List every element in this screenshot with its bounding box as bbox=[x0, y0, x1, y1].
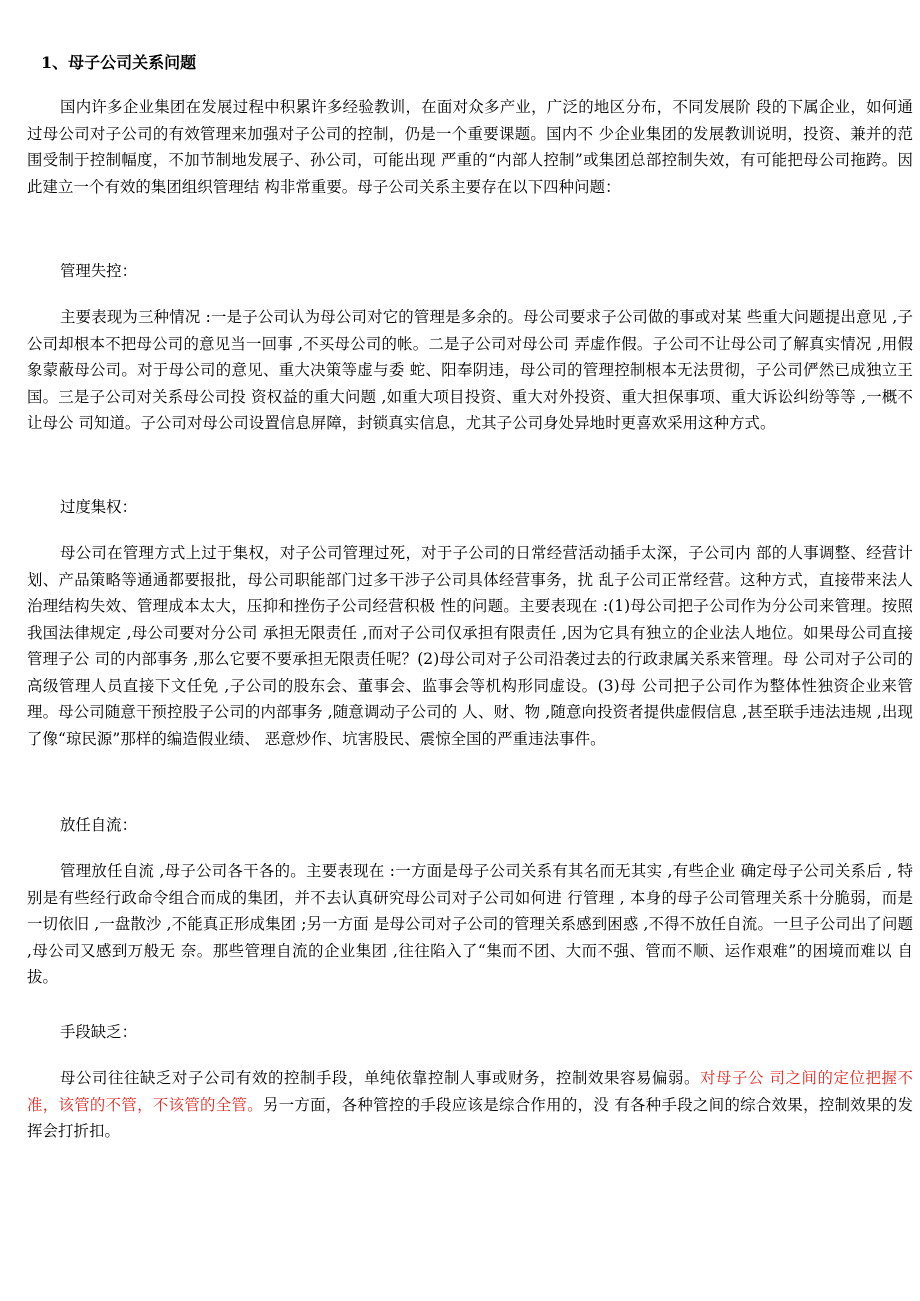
paragraph-laissez-faire: 管理放任自流 ,母子公司各干各的。主要表现在 :一方面是母子公司关系有其名而无其实 ,有些企业 确定母子公司关系后 , 特别是有些经行政命令组合而成的集团，并不去认真研究母公司对子公司如何进 行管理 , 本身的母子公司管理关系十分脆弱，而是一切依旧 ,一盘散沙 ,不能真正形成集团 ;另一方面 是母公司对子公司的管理关系感到困惑 ,不得不放任自流。一旦子公司出了问题 ,母公司又感到万般无 奈。那些管理自流的企业集团 ,往往陷入了“集而不团、大而不强、管而不顺、运作艰难”的困境而难以 自拔。 bbox=[27, 862, 913, 986]
paragraph-management-loss: 主要表现为三种情况 :一是子公司认为母公司对它的管理是多余的。母公司要求子公司做的事或对某 些重大问题提出意见 ,子公司却根本不把母公司的意见当一回事 ,不买母公司的帐。二是子公司对母公司 弄虚作假。子公司不让母公司了解真实情况 ,用假象蒙蔽母公司。对于母公司的意见、重大决策等虚与委 蛇、阳奉阴违，母公司的管理控制根本无法贯彻，子公司俨然已成独立王国。三是子公司对关系母公司投 资权益的重大问题 ,如重大项目投资、重大对外投资、重大担保事项、重大诉讼纠纷等等 ,一概不让母公 司知道。子公司对母公司设置信息屏障，封锁真实信息，尤其子公司身处异地时更喜欢采用这种方式。 bbox=[27, 308, 913, 432]
paragraph-text-continued: 另一方面，各种管控的手段应该是综合作用的，没 有各种手段之间的综合效果，控制效果的发挥会打折扣。 bbox=[27, 1095, 913, 1140]
subsection-title-laissez-faire: 放任自流： bbox=[60, 816, 137, 834]
highlighted-text: 对母子公 司之间的定位把握不准，该管的不管，不该管的全管。 bbox=[27, 1069, 913, 1114]
intro-paragraph: 国内许多企业集团在发展过程中积累许多经验教训，在面对众多产业，广泛的地区分布，不同发展阶 段的下属企业，如何通过母公司对子公司的有效管理来加强对子公司的控制，仍是一个重要课题。国内不 少企业集团的发展教训说明，投资、兼并的范围受制于控制幅度，不加节制地发展子、孙公司，可能出现 严重的“内部人控制”或集团总部控制失效，有可能把母公司拖跨。因此建立一个有效的集团组织管理结 构非常重要。母子公司关系主要存在以下四种问题： bbox=[27, 98, 913, 196]
subsection-title-management-loss: 管理失控： bbox=[60, 262, 137, 280]
paragraph-lack-of-means bbox=[27, 1065, 913, 1145]
section-heading: 1、母子公司关系问题 bbox=[41, 53, 197, 72]
subsection-title-lack-of-means: 手段缺乏： bbox=[60, 1023, 137, 1041]
paragraph-text: 母公司往往缺乏对子公司有效的控制手段，单纯依靠控制人事或财务，控制效果容易偏弱。 bbox=[60, 1069, 700, 1087]
subsection-title-over-centralization: 过度集权： bbox=[60, 498, 137, 516]
paragraph-over-centralization: 母公司在管理方式上过于集权，对子公司管理过死，对于子公司的日常经营活动插手太深，子公司内 部的人事调整、经营计划、产品策略等通通都要报批，母公司职能部门过多干涉子公司具体经营事务，扰 乱子公司正常经营。这种方式，直接带来法人治理结构失效、管理成本太大，压抑和挫伤子公司经营积极 性的问题。主要表现在 :(1)母公司把子公司作为分公司来管理。按照我国法律规定 ,母公司要对分公司 承担无限责任 ,而对子公司仅承担有限责任 ,因为它具有独立的企业法人地位。如果母公司直接管理子公 司的内部事务 ,那么它要不要承担无限责任呢？(2)母公司对子公司沿袭过去的行政隶属关系来管理。母 公司对子公司的高级管理人员直接下文任免 ,子公司的股东会、董事会、监事会等机构形同虚设。(3)母 公司把子公司作为整体性独资企业来管理。母公司随意干预控股子公司的内部事务 ,随意调动子公司的 人、财、物 ,随意向投资者提供虚假信息 ,甚至联手违法违规 ,出现了像“琼民源”那样的编造假业绩、 恶意炒作、坑害股民、震惊全国的严重违法事件。 bbox=[27, 544, 913, 748]
